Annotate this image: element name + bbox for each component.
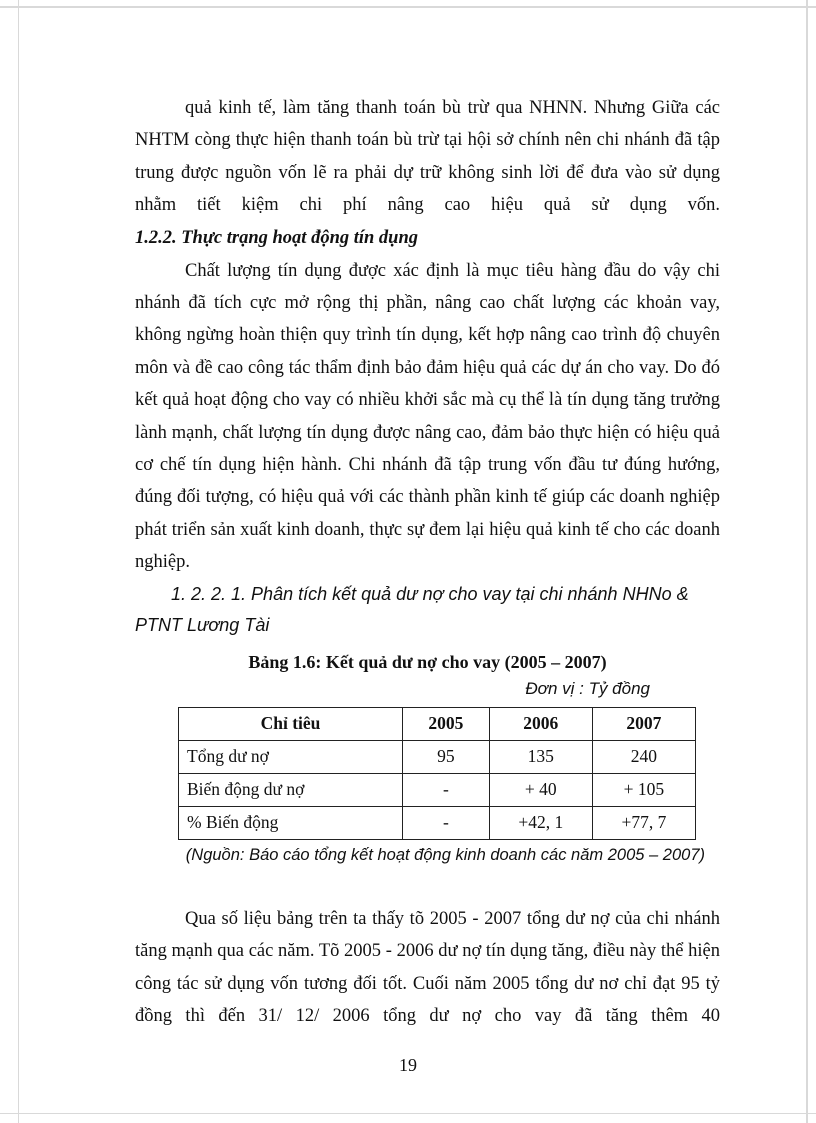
paragraph-2: Chất lượng tín dụng được xác định là mục tiêu hàng đầu do vậy chi nhánh đã tích cực mở rộng thị phần, nâng cao chất lượng các khoản vay, không ngừng hoàn thiện quy trình tín dụng, kết hợp nâng cao trình độ chuyên môn và đề cao công tác thẩm định bảo đảm hiệu quả các dự án cho vay. Do đó kết quả hoạt động cho vay có nhiều khởi sắc mà cụ thể là tín dụng tăng trưởng lành mạnh, chất lượng tín dụng được nâng cao, đảm bảo thực hiện có hiệu quả cơ chế tín dụng hiện hành. Chi nhánh đã tập trung vốn đầu tư đúng hướng, đúng đối tượng, có hiệu quả với các thành phần kinh tế giúp các doanh nghiệp phát triển sản xuất kinh doanh, thực sự đem lại hiệu quả kinh tế cho các doanh nghiệp.	[135, 260, 720, 573]
table-cell: % Biến động	[179, 806, 403, 839]
table-cell: Tổng dư nợ	[179, 740, 403, 773]
subsection-heading: 1. 2. 2. 1. Phân tích kết quả dư nợ cho vay tại chi nhánh NHNo & PTNT Lương Tài	[135, 583, 689, 635]
table-header-cell: 2006	[489, 707, 592, 740]
table-cell: +42, 1	[489, 806, 592, 839]
paragraph-3: Qua số liệu bảng trên ta thấy tõ 2005 - 2007 tổng dư nợ của chi nhánh tăng mạnh qua các năm. Tõ 2005 - 2006 dư nợ tín dụng tăng, điều này thể hiện công tác sử dụng vốn tương đối tốt. Cuối năm 2005 tổng dư nơ chỉ đạt 95 tỷ đồng thì đến 31/ 12/ 2006 tổng dư nợ cho vay đã tăng thêm 40	[135, 908, 720, 1026]
table-cell: +77, 7	[592, 806, 695, 839]
table-row	[179, 806, 696, 839]
table-cell: + 105	[592, 773, 695, 806]
paragraph-1: quả kinh tế, làm tăng thanh toán bù trừ qua NHNN. Nhưng Giữa các NHTM còng thực hiện thanh toán bù trừ tại hội sở chính nên chi nhánh đã tập trung được nguồn vốn lẽ ra phải dự trữ không sinh lời để đưa vào sử dụng nhằm tiết kiệm chi phí nâng cao hiệu quả sử dụng vốn.	[135, 98, 720, 216]
table-row	[179, 773, 696, 806]
spacer	[135, 867, 720, 903]
border-right	[806, 0, 808, 1123]
table-header-row	[179, 707, 696, 740]
table-cell: 95	[403, 740, 490, 773]
table-cell: -	[403, 806, 490, 839]
table-caption: Bảng 1.6: Kết quả dư nợ cho vay (2005 – 2007)	[248, 651, 607, 672]
border-top	[0, 6, 816, 8]
section-heading: 1.2.2. Thực trạng hoạt động tín dụng	[135, 227, 419, 248]
table-header-cell: 2005	[403, 707, 490, 740]
table-cell: 135	[489, 740, 592, 773]
table-unit: Đơn vị : Tỷ đồng	[525, 678, 650, 698]
document-body	[135, 92, 720, 1032]
table-header-cell: Chỉ tiêu	[179, 707, 403, 740]
page-number: 19	[399, 1055, 417, 1075]
table-cell: + 40	[489, 773, 592, 806]
table-cell: Biến động dư nợ	[179, 773, 403, 806]
border-bottom	[0, 1113, 816, 1114]
table-cell: 240	[592, 740, 695, 773]
table-row	[179, 740, 696, 773]
table-source: (Nguồn: Báo cáo tổng kết hoạt động kinh doanh các năm 2005 – 2007)	[185, 845, 705, 864]
border-left	[18, 0, 19, 1123]
table-header-cell: 2007	[592, 707, 695, 740]
table-cell: -	[403, 773, 490, 806]
loan-table	[178, 707, 696, 840]
